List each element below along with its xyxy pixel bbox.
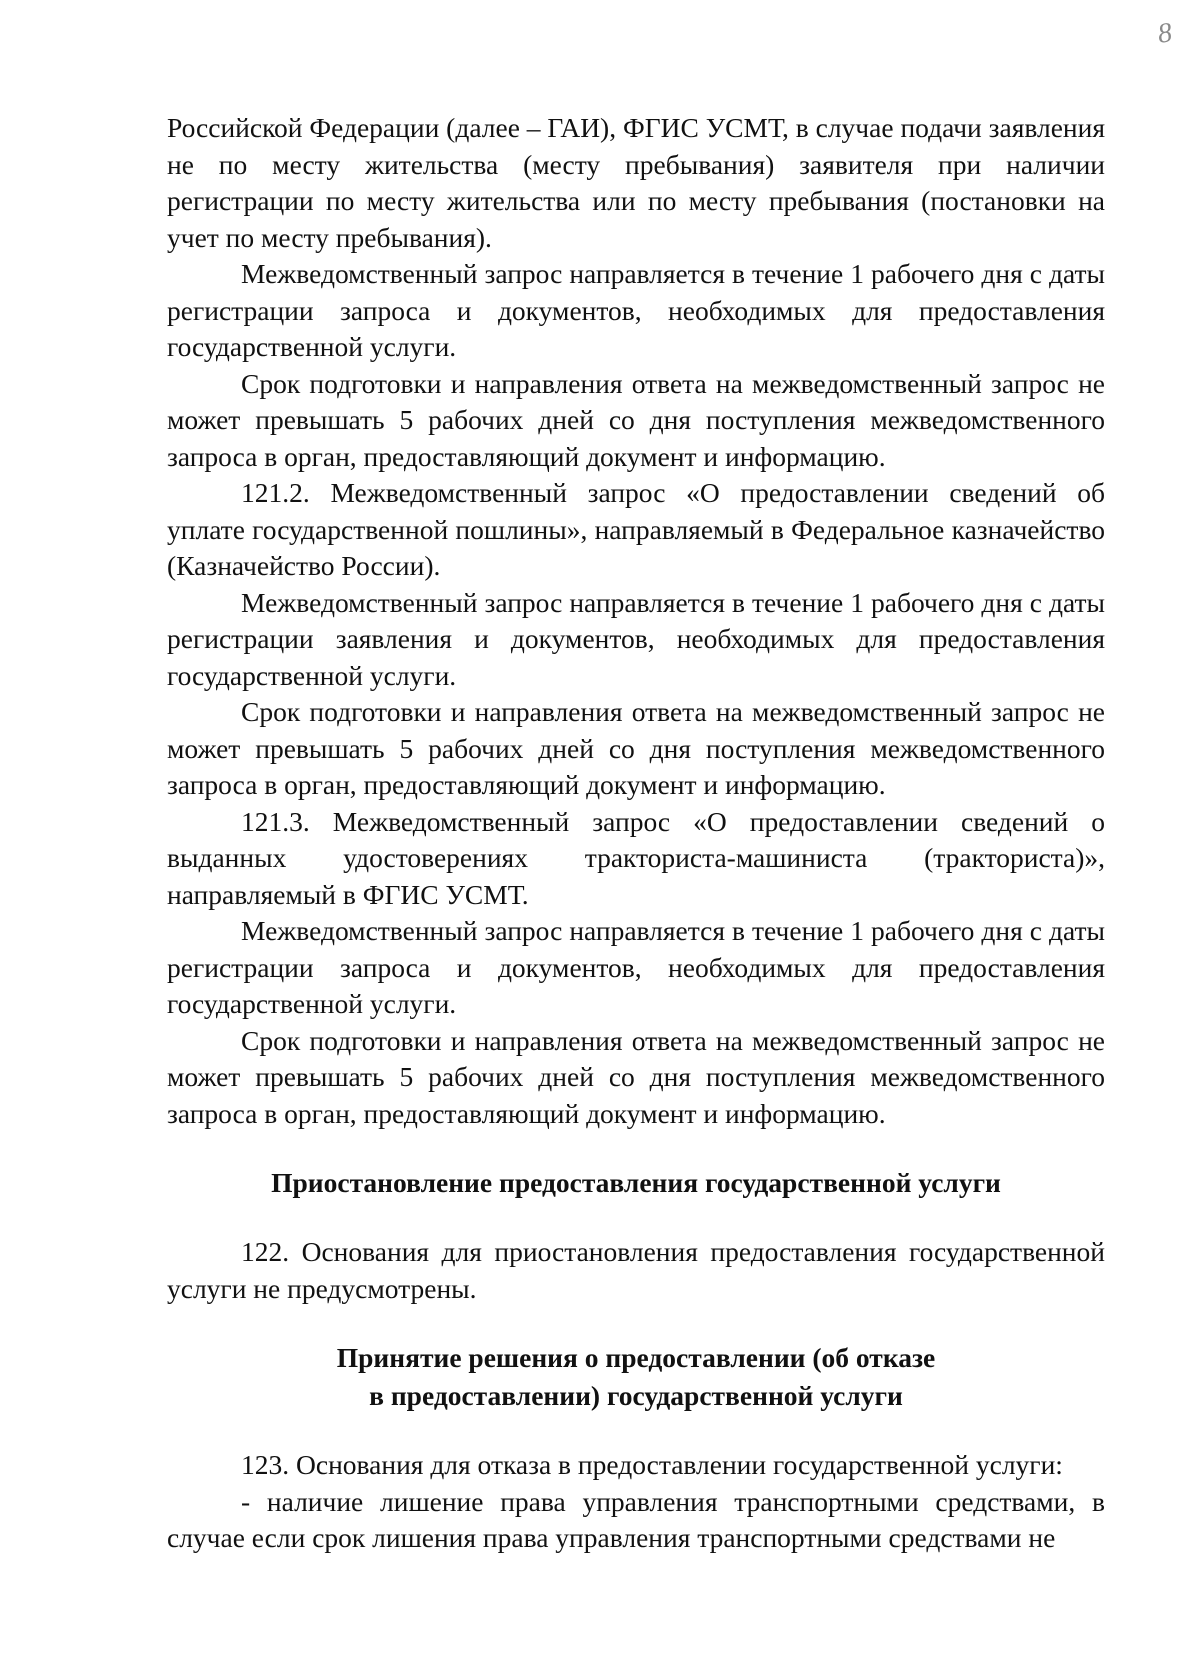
paragraph-121-3: 121.3. Межведомственный запрос «О предоставлении сведений о выданных удостоверениях тракториста-машиниста (тракториста)», направляемый в ФГИС УСМТ. — [167, 805, 1105, 910]
paragraph-response-deadline: Срок подготовки и направления ответа на межведомственный запрос не может превышать 5 рабочих дней со дня поступления межведомственного запроса в орган, предоставляющий документ и информацию. — [167, 367, 1105, 472]
paragraph-request-deadline-3: Межведомственный запрос направляется в течение 1 рабочего дня с даты регистрации запроса и документов, необходимых для предоставления государственной услуги. — [167, 915, 1105, 1019]
paragraph-response-deadline-3: Срок подготовки и направления ответа на межведомственный запрос не может превышать 5 рабочих дней со дня поступления межведомственного запроса в орган, предоставляющий документ и информацию. — [167, 1024, 1105, 1129]
section-heading-decision — [167, 1339, 1105, 1415]
paragraph-122: 122. Основания для приостановления предоставления государственной услуги не предусмотрены. — [167, 1236, 1105, 1304]
section-heading-suspension: Приостановление предоставления государственной услуги — [271, 1167, 1001, 1198]
paragraph-response-deadline-2: Срок подготовки и направления ответа на межведомственный запрос не может превышать 5 рабочих дней со дня поступления межведомственного запроса в орган, предоставляющий документ и информацию. — [167, 696, 1105, 800]
section-heading-decision-line2: в предоставлении) государственной услуги — [369, 1380, 903, 1411]
paragraph-continuation: Российской Федерации (далее – ГАИ), ФГИС УСМТ, в случае подачи заявления не по месту жительства (месту пребывания) заявителя при наличии регистрации по месту жительства или по месту пребывания (постановки на учет по месту пребывания). — [167, 112, 1105, 253]
section-heading-decision-line1: Принятие решения о предоставлении (об отказе — [336, 1342, 936, 1373]
page-number-mark: 8 — [1155, 17, 1175, 50]
list-item-refusal-ground: - наличие лишение права управления транспортными средствами, в случае если срок лишения права управления транспортными средствами не — [167, 1485, 1105, 1553]
paragraph-request-deadline: Межведомственный запрос направляется в течение 1 рабочего дня с даты регистрации запроса и документов, необходимых для предоставления государственной услуги. — [167, 258, 1105, 362]
paragraph-123: 123. Основания для отказа в предоставлении государственной услуги: — [241, 1449, 1063, 1480]
paragraph-request-deadline-2: Межведомственный запрос направляется в течение 1 рабочего дня с даты регистрации заявления и документов, необходимых для предоставления государственной услуги. — [167, 586, 1105, 691]
document-body — [167, 110, 1105, 1557]
paragraph-121-2: 121.2. Межведомственный запрос «О предоставлении сведений об уплате государственной пошлины», направляемый в Федеральное казначейство (Казначейство России). — [167, 477, 1105, 581]
